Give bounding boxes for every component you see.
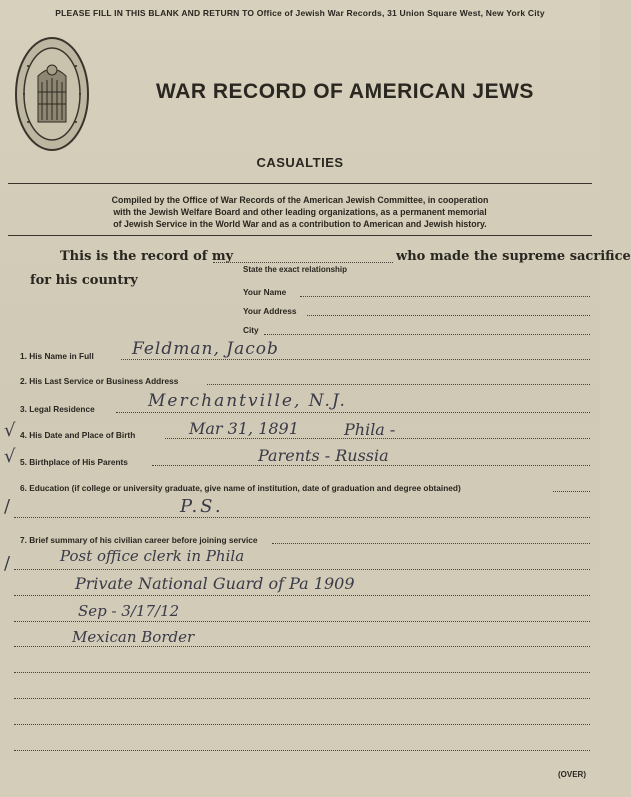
city-label: City bbox=[243, 325, 259, 335]
field-4-label: 4. His Date and Place of Birth bbox=[20, 430, 136, 440]
field-7-line bbox=[272, 543, 590, 544]
intro-part-1: This is the record of my bbox=[60, 249, 234, 264]
field-3-value[interactable]: Merchantville, N.J. bbox=[148, 391, 347, 411]
field-2-label: 2. His Last Service or Business Address bbox=[20, 376, 179, 386]
career-note-3[interactable]: Sep - 3/17/12 bbox=[78, 602, 180, 620]
form-title: WAR RECORD OF AMERICAN JEWS bbox=[156, 80, 534, 103]
career-line bbox=[14, 621, 590, 622]
field-5-line bbox=[152, 465, 590, 466]
field-6-line-2 bbox=[14, 517, 590, 518]
field-3-line bbox=[116, 412, 590, 413]
field-7-label: 7. Brief summary of his civilian career before joining service bbox=[20, 535, 258, 545]
american-jewish-committee-seal-icon bbox=[14, 36, 90, 152]
field-5-label: 5. Birthplace of His Parents bbox=[20, 457, 128, 467]
career-note-1[interactable]: Post office clerk in Phila bbox=[60, 547, 245, 565]
career-line bbox=[14, 724, 590, 725]
career-line bbox=[14, 569, 590, 570]
checkmark-icon: / bbox=[4, 553, 11, 574]
checkmark-icon: √ bbox=[4, 446, 16, 467]
return-instruction: PLEASE FILL IN THIS BLANK AND RETURN TO Office of Jewish War Records, 31 Union Square West, New York City bbox=[55, 8, 545, 18]
divider bbox=[8, 235, 592, 236]
checkmark-icon: √ bbox=[4, 420, 16, 441]
relationship-line[interactable] bbox=[213, 262, 393, 263]
field-6-value[interactable]: P.S. bbox=[180, 496, 224, 517]
compiled-line-2: with the Jewish Welfare Board and other leading organizations, as a permanent memorial bbox=[113, 207, 487, 217]
compiled-line-3: of Jewish Service in the World War and as a contribution to American and Jewish history. bbox=[113, 219, 487, 229]
form-subtitle: CASUALTIES bbox=[256, 155, 344, 170]
career-note-4[interactable]: Mexican Border bbox=[72, 628, 195, 646]
field-4-line bbox=[165, 438, 590, 439]
intro-part-2: who made the supreme sacrifice bbox=[396, 249, 631, 264]
career-line bbox=[14, 750, 590, 751]
field-1-label: 1. His Name in Full bbox=[20, 351, 94, 361]
field-4-date-value[interactable]: Mar 31, 1891 bbox=[189, 419, 299, 438]
field-4-place-value[interactable]: Phila - bbox=[344, 420, 396, 439]
field-6-label: 6. Education (if college or university graduate, give name of institution, date of graduation and degree obtained) bbox=[20, 483, 461, 493]
career-line bbox=[14, 595, 590, 596]
relationship-hint: State the exact relationship bbox=[243, 265, 348, 274]
career-note-2[interactable]: Private National Guard of Pa 1909 bbox=[75, 574, 355, 593]
field-5-value[interactable]: Parents - Russia bbox=[258, 446, 389, 465]
checkmark-icon: / bbox=[4, 496, 11, 517]
divider bbox=[8, 183, 592, 184]
city-field[interactable] bbox=[264, 334, 590, 335]
field-1-value[interactable]: Feldman, Jacob bbox=[132, 339, 279, 359]
field-6-line bbox=[553, 491, 590, 492]
career-line bbox=[14, 646, 590, 647]
intro-part-3: for his country bbox=[30, 273, 138, 288]
field-3-label: 3. Legal Residence bbox=[20, 404, 95, 414]
compiled-note bbox=[40, 194, 560, 230]
your-address-field[interactable] bbox=[307, 315, 590, 316]
field-2-line[interactable] bbox=[207, 384, 590, 385]
field-1-line bbox=[121, 359, 590, 360]
career-line bbox=[14, 698, 590, 699]
your-name-field[interactable] bbox=[300, 296, 590, 297]
your-name-label: Your Name bbox=[243, 287, 287, 297]
over-note: (OVER) bbox=[558, 770, 586, 779]
career-line bbox=[14, 672, 590, 673]
compiled-line-1: Compiled by the Office of War Records of the American Jewish Committee, in cooperation bbox=[111, 195, 489, 205]
your-address-label: Your Address bbox=[243, 306, 297, 316]
